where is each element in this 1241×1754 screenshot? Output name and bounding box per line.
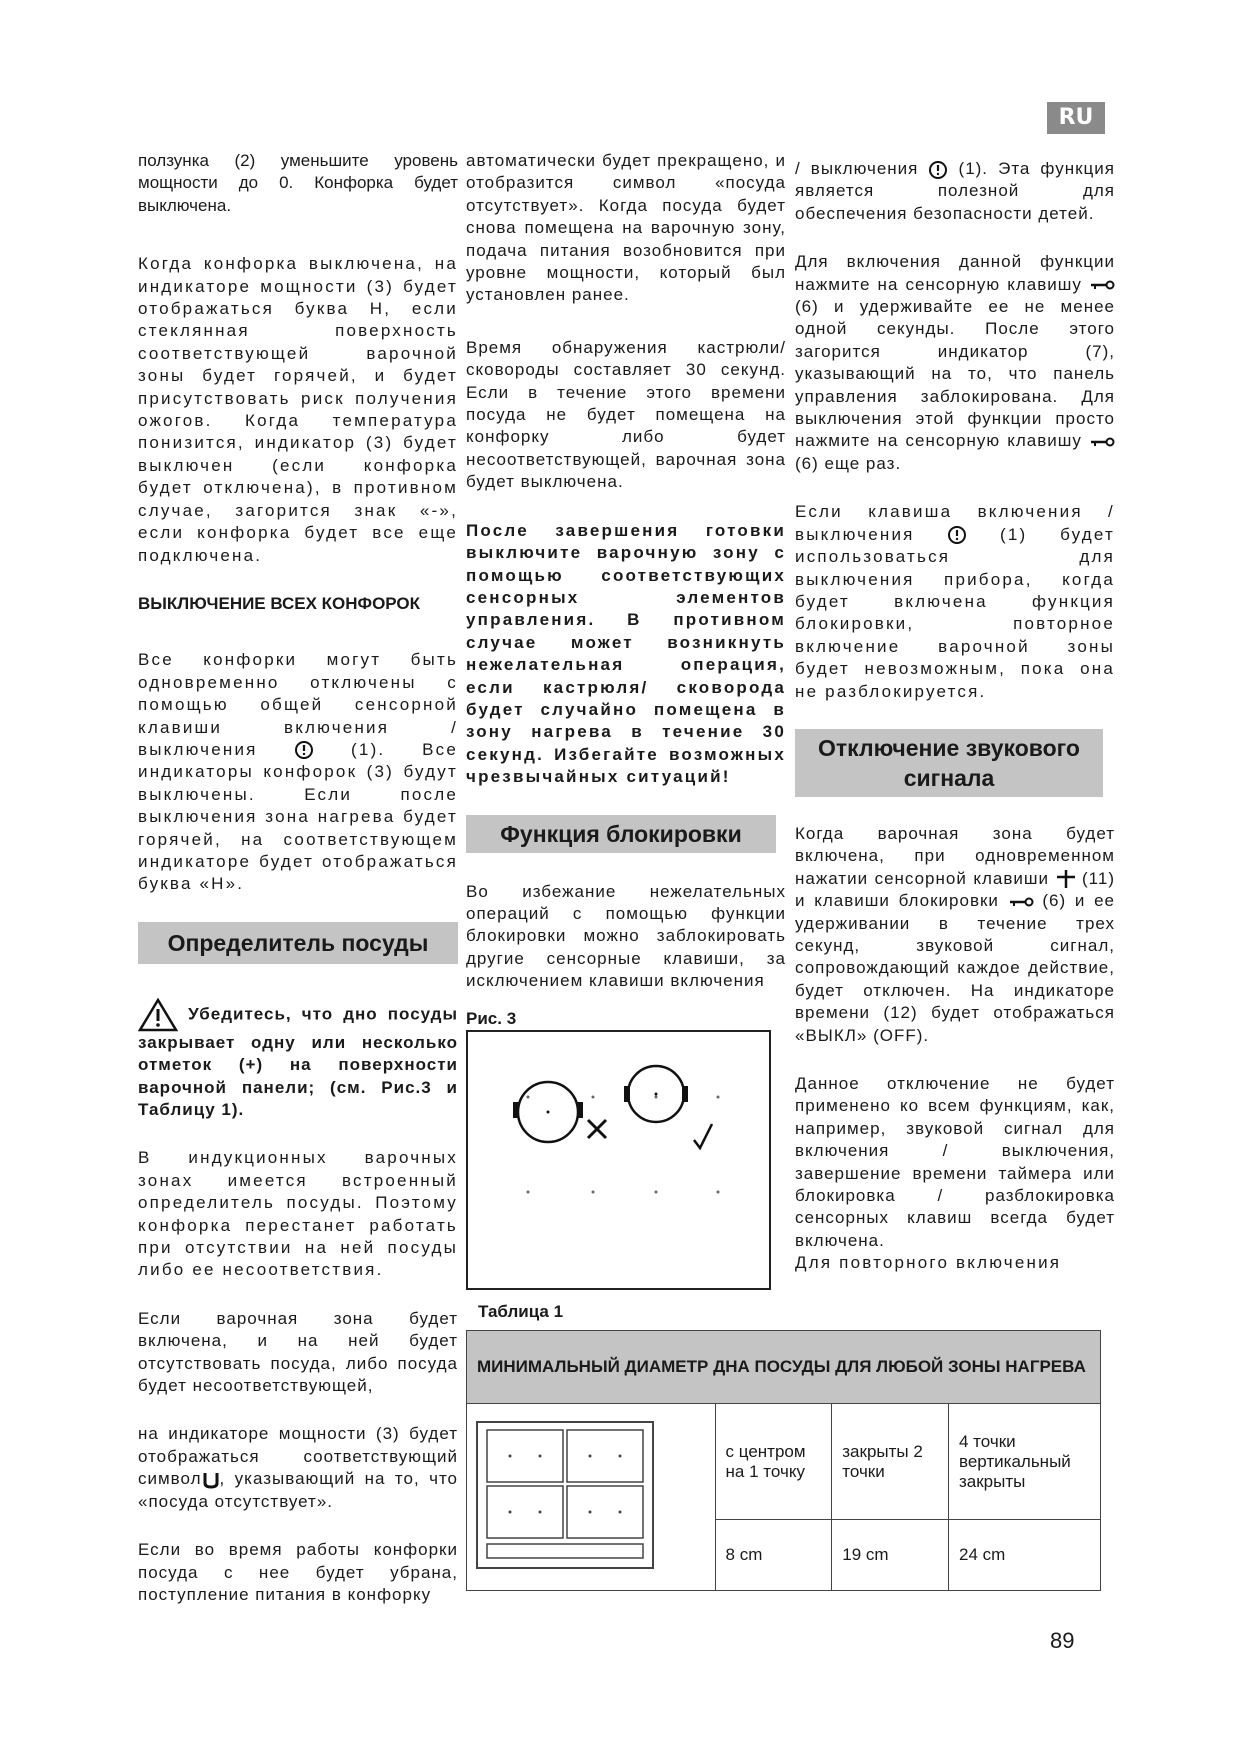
table-cell: 8 cm xyxy=(715,1520,832,1591)
paragraph: Для повторного включения xyxy=(795,1253,1062,1273)
table-1 xyxy=(466,1330,1101,1591)
paragraph xyxy=(795,823,1115,1047)
table-row xyxy=(467,1404,1101,1520)
warning-paragraph: После завершения готовки выключите варочную зону с помощью соответствующих сенсорных элементов управления. В противном случае может возникнуть нежелательная операция, если кастрюля/ сковорода будет случайно помещена в зону нагрева в течение 30 секунд. Избегайте возможных чрезвычайных ситуаций! xyxy=(466,520,786,787)
figure-label: Рис. 3 xyxy=(466,1009,517,1028)
paragraph: Если во время работы конфорки посуда с нее будет убрана, поступление питания в конфорку xyxy=(138,1540,458,1604)
paragraph xyxy=(138,649,458,895)
key-icon xyxy=(1008,896,1034,908)
paragraph: Данное отключение не будет применено ко всем функциям, как, например, звуковой сигнал для включения / выключения, завершение времени таймера или блокировка / разблокировка сенсорных клавиш всегда будет включена. xyxy=(795,1074,1115,1250)
paragraph: В индукционных варочных зонах имеется встроенный определитель посуды. Поэтому конфорка перестанет работать при отсутствии на ней посуды либо ее несоответствия. xyxy=(138,1148,458,1280)
paragraph-text: (1). Все индикаторы конфорок (3) будут выключены. Если после выключения зона нагрева будет горячей, на соответствующем индикаторе будет отображаться буква «Н». xyxy=(138,739,458,894)
column-1 xyxy=(138,150,458,1632)
table-header-row xyxy=(467,1331,1101,1404)
paragraph xyxy=(795,251,1115,475)
warning-icon xyxy=(138,998,178,1032)
paragraph-text: Когда варочная зона будет включена, при одновременном нажатии сенсорной клавиши xyxy=(795,823,1115,888)
paragraph xyxy=(795,158,1115,225)
paragraph-text: (1). Эта функция является полезной для обеспечения безопасности детей. xyxy=(795,159,1115,223)
paragraph-text: Для включения данной функции нажмите на сенсорную клавишу xyxy=(795,252,1115,294)
language-badge: RU xyxy=(1047,102,1105,134)
cookware-diagram xyxy=(468,1032,769,1288)
hob-zones-diagram xyxy=(475,1420,655,1570)
power-icon xyxy=(947,525,967,545)
power-icon xyxy=(928,160,948,180)
paragraph-text: Все конфорки могут быть одновременно отключены с помощью общей сенсорной клавиши включения / выключения xyxy=(138,650,458,759)
power-icon xyxy=(294,740,314,760)
paragraph-text: (6) еще раз. xyxy=(795,453,902,473)
hob-diagram-cell xyxy=(467,1404,716,1591)
paragraph-text: (6) и удерживайте ее не менее одной секунды. После этого загорится индикатор (7), указывающий на то, что панель управления заблокирована. Для выключения этой функции просто нажмите на сенсорную клавишу xyxy=(795,297,1115,451)
table-cell: 19 cm xyxy=(832,1520,949,1591)
paragraph: автоматически будет прекращено, и отобразится символ «посуда отсутствует». Когда посуда будет снова помещена на варочную зону, подача питания возобновится при уровне мощности, который был установлен ранее. xyxy=(466,151,786,305)
table-cell: закрыты 2 точки xyxy=(832,1404,949,1520)
paragraph: ползунка (2) уменьшите уровень мощности до 0. Конфорка будет выключена. xyxy=(138,151,458,215)
paragraph: Когда конфорка выключена, на индикаторе мощности (3) будет отображаться буква Н, если стеклянная поверхность соответствующей варочной зоны будет горячей, и будет присутствовать риск получения ожогов. Когда температура понизится, индикатор (3) будет выключен (если конфорка будет отключена), в противном случае, загорится знак «-», если конфорка будет все еще подключена. xyxy=(138,254,458,565)
section-banner-detector: Определитель посуды xyxy=(138,922,458,964)
paragraph-text: (11) и клавиши блокировки xyxy=(795,868,1115,911)
table-cell: 4 точки вертикальный закрыты xyxy=(948,1404,1100,1520)
table-cell: 24 cm xyxy=(948,1520,1100,1591)
table-label: Таблица 1 xyxy=(478,1302,564,1321)
section-banner-sound: Отключение звукового сигнала xyxy=(795,729,1103,797)
paragraph-text: на индикаторе мощности (3) будет отображаться соответствующий символ xyxy=(138,1424,458,1489)
wrong-pan-illustration xyxy=(513,1082,606,1142)
table-header: МИНИМАЛЬНЫЙ ДИАМЕТР ДНА ПОСУДЫ ДЛЯ ЛЮБОЙ ЗОНЫ НАГРЕВА xyxy=(467,1331,1101,1404)
table-cell: с центром на 1 точку xyxy=(715,1404,832,1520)
paragraph: Если варочная зона будет включена, и на ней будет отсутствовать посуда, либо посуда будет несоответствующей, xyxy=(138,1308,458,1396)
plus-icon xyxy=(1056,869,1076,889)
column-3 xyxy=(795,158,1115,1301)
section-banner-lock: Функция блокировки xyxy=(466,815,776,853)
page-number: 89 xyxy=(1050,1628,1075,1653)
correct-pan-illustration xyxy=(624,1066,712,1148)
paragraph-text: , указывающий на то, что «посуда отсутствует». xyxy=(138,1469,458,1511)
warning-note xyxy=(138,998,458,1122)
paragraph-text: (6) и ее удерживании в течение трех секунд, звуковой сигнал, сопровождающий каждое действие, будет отключен. На индикаторе времени (12) будет отображаться «ВЫКЛ» (OFF). xyxy=(795,891,1115,1045)
paragraph: Во избежание нежелательных операций с помощью функции блокировки можно заблокировать другие сенсорные клавиши, за исключением клавиши включения xyxy=(466,881,786,991)
key-icon xyxy=(1089,436,1115,448)
paragraph xyxy=(138,1423,458,1513)
column-2 xyxy=(466,150,786,1019)
paragraph-text: Если клавиша включения / выключения xyxy=(795,502,1115,544)
paragraph: Время обнаружения кастрюли/ сковороды составляет 30 секунд. Если в течение этого времени посуда не будет помещена на конфорку либо будет несоответствующей, варочная зона будет выключена. xyxy=(466,337,786,492)
paragraph-text: / выключения xyxy=(795,159,919,178)
key-icon xyxy=(1089,279,1115,291)
figure-3 xyxy=(466,1030,771,1290)
paragraph-text: (1) будет использоваться для выключения прибора, когда будет включена функция блокировки, повторное включение варочной зоны будет невозможным, пока она не разблокируется. xyxy=(795,524,1115,701)
hob-dots xyxy=(527,1096,720,1194)
warning-text: Убедитесь, что дно посуды закрывает одну или несколько отметок (+) на поверхности варочной панели; (см. Рис.3 и Таблицу 1). xyxy=(138,1004,458,1119)
section-heading: ВЫКЛЮЧЕНИЕ ВСЕХ КОНФОРОК xyxy=(138,593,421,613)
no-pan-icon xyxy=(202,1470,220,1490)
paragraph xyxy=(795,501,1115,703)
